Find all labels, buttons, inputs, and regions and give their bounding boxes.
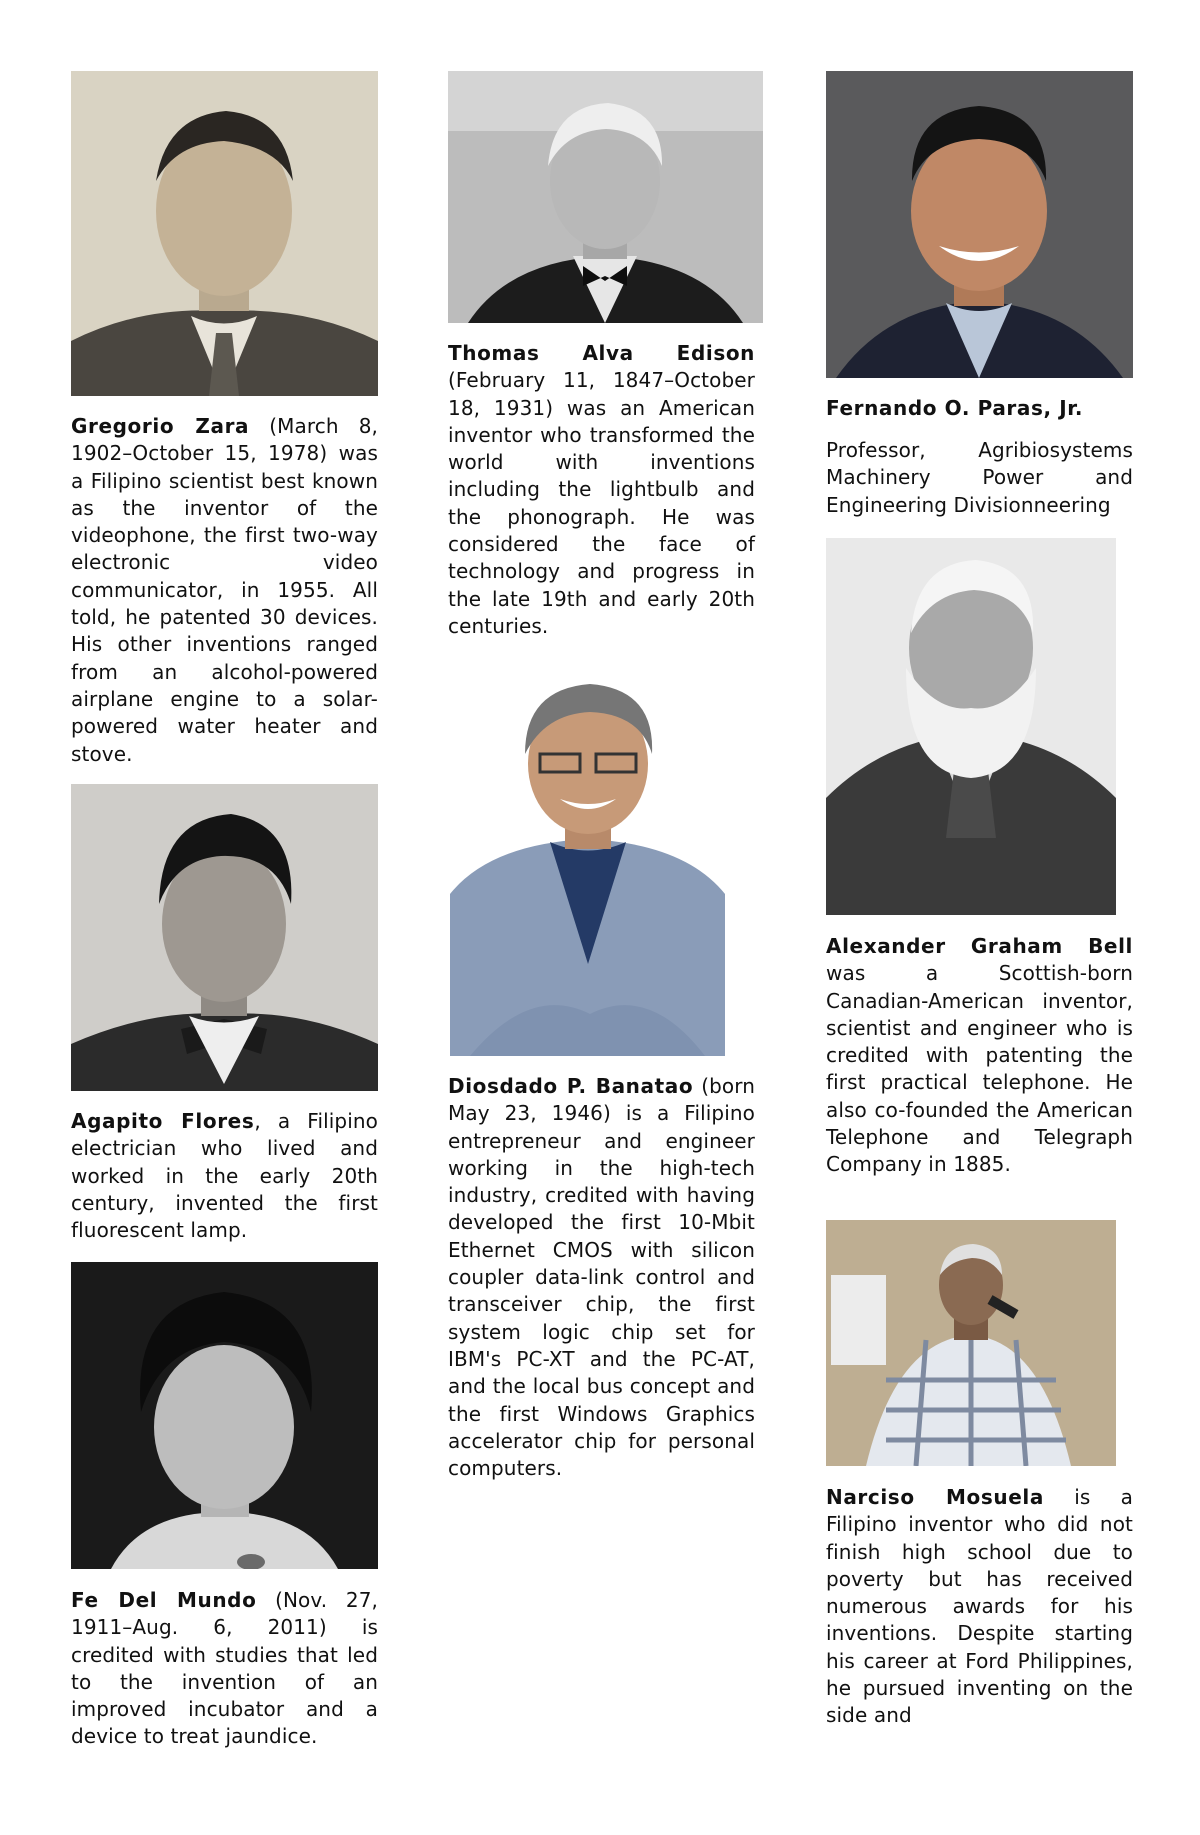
bio-diosdado-banatao: Diosdado P. Banatao (born May 23, 1946) is a Filipino entrepreneur and engineer working in the high-tech industry, credited with having developed the first 10-Mbit Ethernet CMOS with silicon coupler data-link control and transceiver chip, the first system logic chip set for IBM's PC-XT and the PC-AT, and the local bus concept and the first Windows Graphics accelerator chip for personal computers. [448, 1074, 755, 1481]
name-gregorio-zara: Gregorio Zara [71, 414, 250, 438]
photo-agapito-flores [71, 784, 378, 1091]
bio-gregorio-zara: Gregorio Zara (March 8, 1902–October 15, 1978) was a Filipino scientist best known as the inventor of the videophone, the first two-way electronic video communicator, in 1955. All told, he patented 30 devices. His other inventions ranged from an alcohol-powered airplane engine to a solar-powered water heater and stove. [71, 414, 378, 766]
bio-alexander-graham-bell: Alexander Graham Bell was a Scottish-born Canadian-American inventor, scientist and engineer who is credited with patenting the first practical telephone. He also co-founded the American Telephone and Telegraph Company in 1885. [826, 934, 1133, 1177]
bio-fernando-paras: Professor, Agribiosystems Machinery Power and Engineering Divisionneering [826, 438, 1133, 517]
name-diosdado-banatao: Diosdado P. Banatao [448, 1074, 694, 1098]
name-alexander-graham-bell: Alexander Graham Bell [826, 934, 1133, 958]
name-narciso-mosuela: Narciso Mosuela [826, 1485, 1044, 1509]
photo-thomas-edison [448, 71, 763, 323]
bio-fe-del-mundo: Fe Del Mundo (Nov. 27, 1911–Aug. 6, 2011) is credited with studies that led to the invention of an improved incubator and a device to treat jaundice. [71, 1588, 378, 1749]
photo-diosdado-banatao [450, 664, 725, 1056]
bio-narciso-mosuela: Narciso Mosuela is a Filipino inventor who did not finish high school due to poverty but has received numerous awards for his inventions. Despite starting his career at Ford Philippines, he pursued inventing on the side and [826, 1485, 1133, 1728]
photo-narciso-mosuela [826, 1220, 1116, 1466]
photo-fe-del-mundo [71, 1262, 378, 1569]
bio-thomas-edison: Thomas Alva Edison (February 11, 1847–October 18, 1931) was an American inventor who transformed the world with inventions including the lightbulb and the phonograph. He was considered the face of technology and progress in the late 19th and early 20th centuries. [448, 341, 755, 638]
name-thomas-edison: Thomas Alva Edison [448, 341, 755, 365]
photo-alexander-graham-bell [826, 538, 1116, 915]
bio-agapito-flores: Agapito Flores, a Filipino electrician who lived and worked in the early 20th century, invented the first fluorescent lamp. [71, 1109, 378, 1243]
name-fe-del-mundo: Fe Del Mundo [71, 1588, 257, 1612]
name-fernando-paras: Fernando O. Paras, Jr. [826, 396, 1084, 420]
photo-gregorio-zara [71, 71, 378, 396]
name-agapito-flores: Agapito Flores [71, 1109, 255, 1133]
photo-fernando-paras [826, 71, 1133, 378]
